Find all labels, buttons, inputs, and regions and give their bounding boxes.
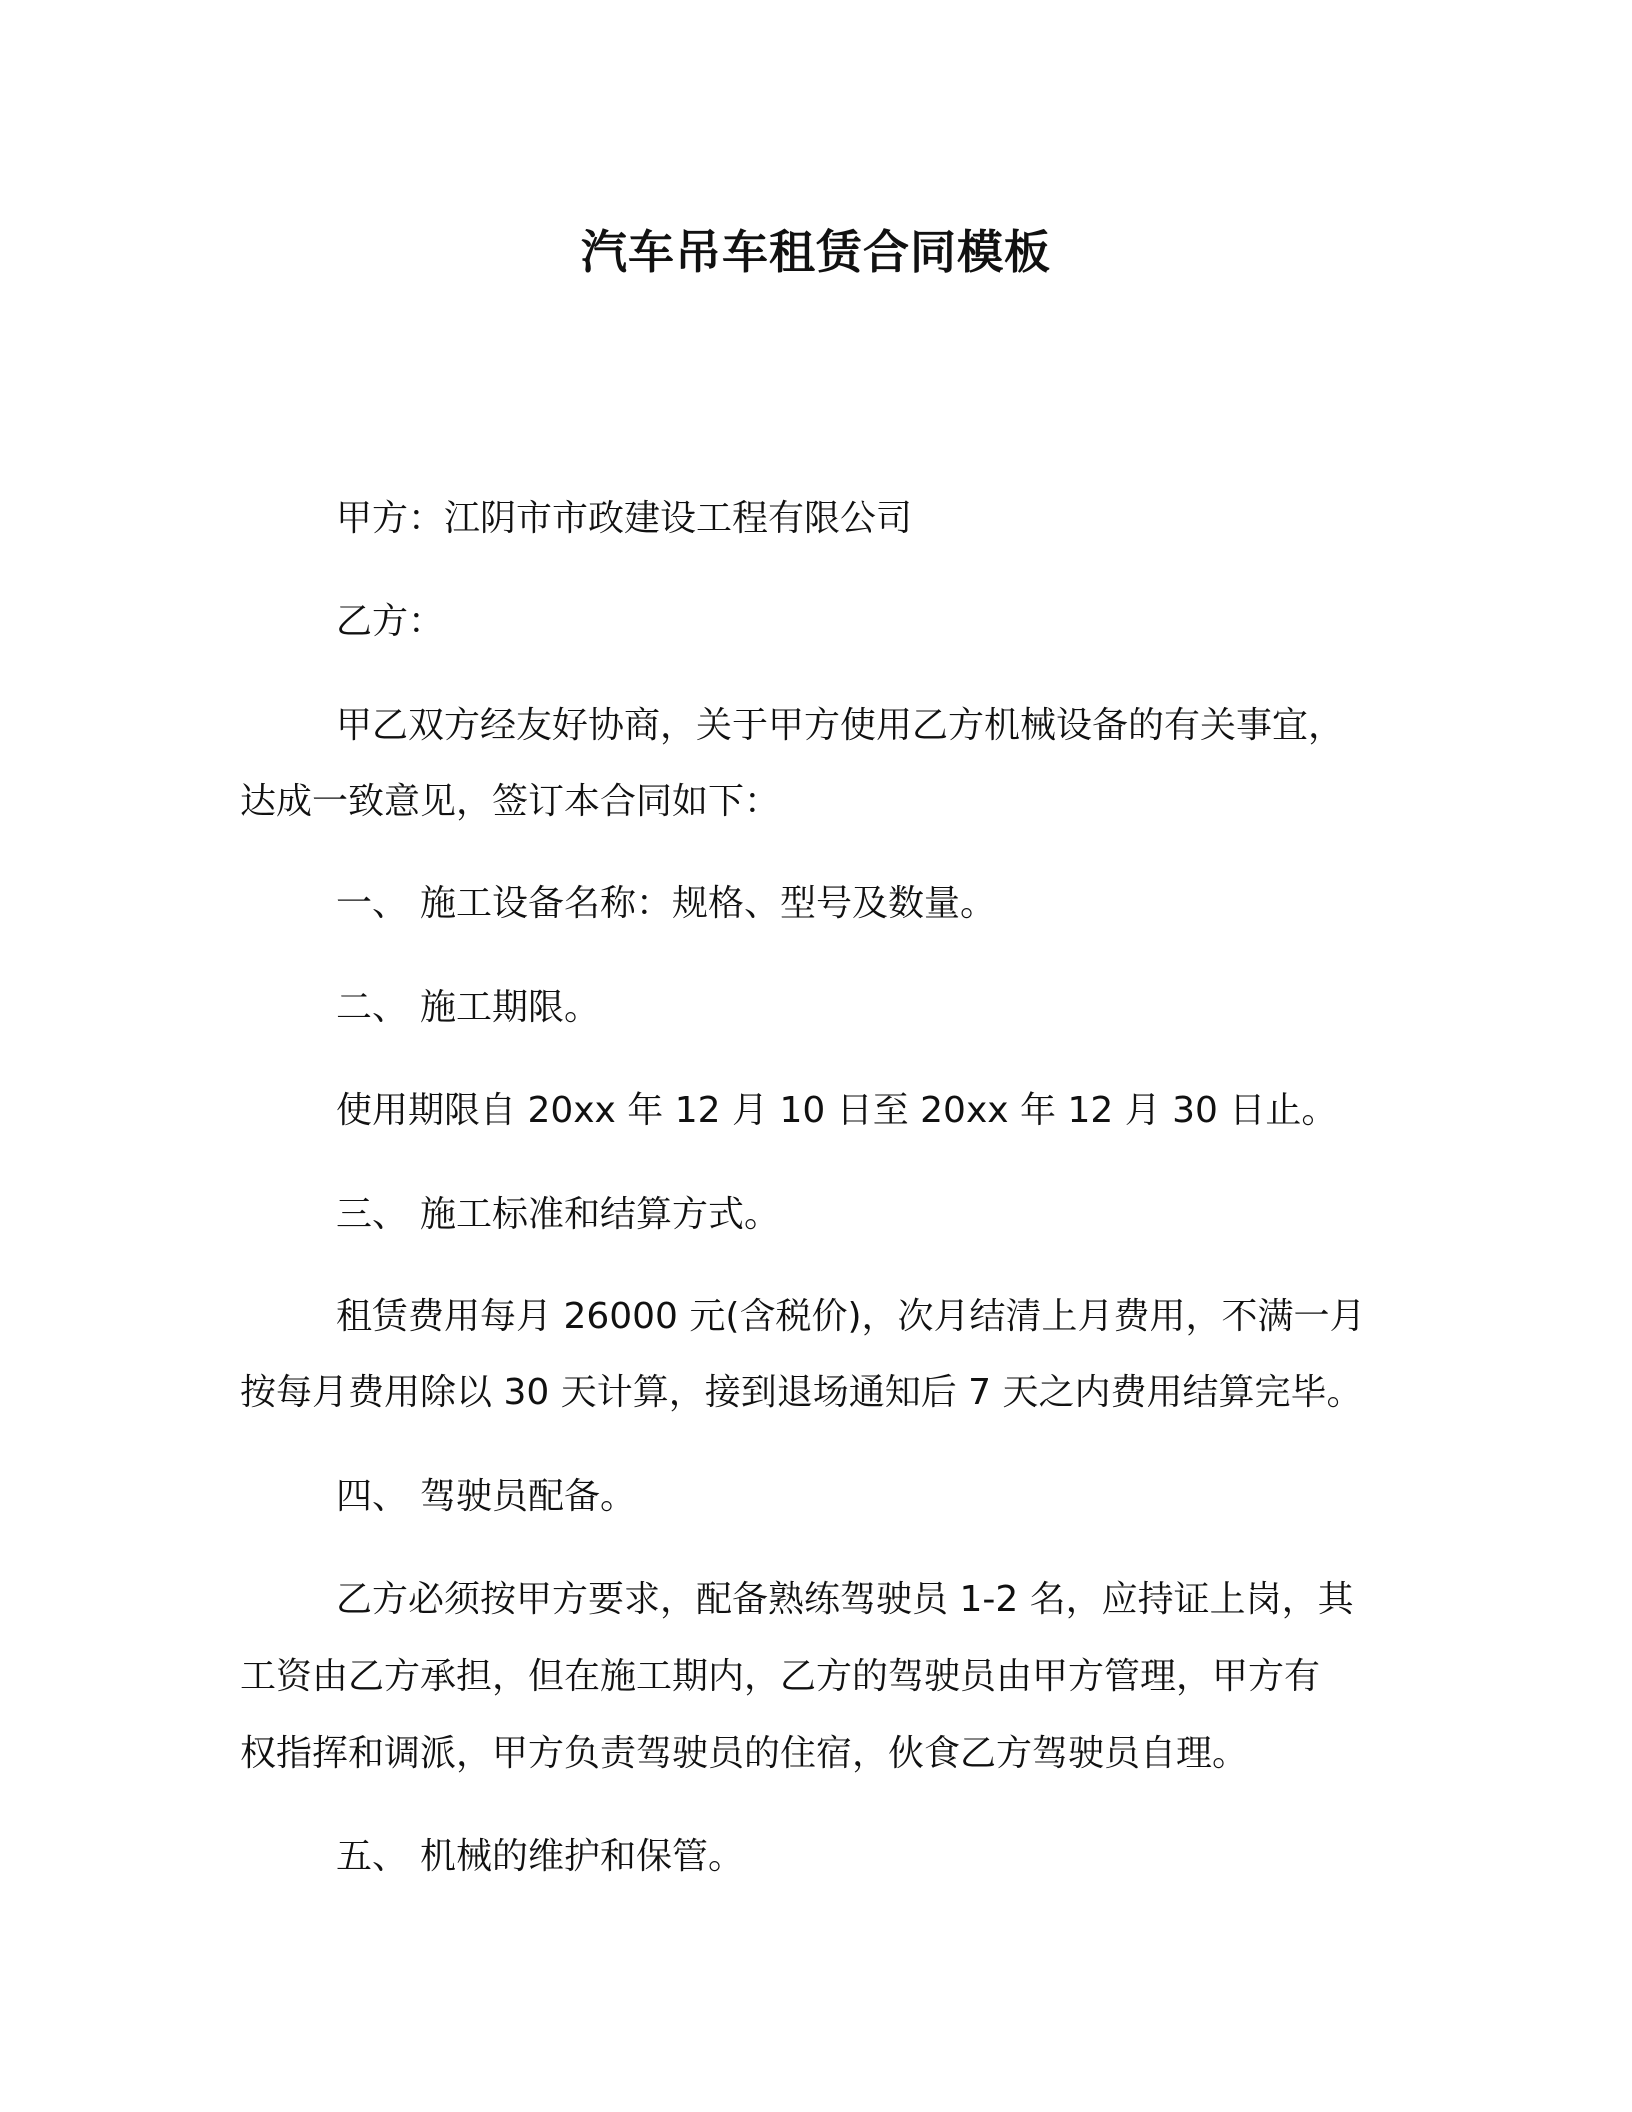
section-5-number: 五、 [336,1836,409,1877]
document-title: 汽车吊车租赁合同模板 [581,225,1051,279]
section-2-body: 使用期限自 20xx 年 12 月 10 日至 20xx 年 12 月 30 日止。 [336,1090,1338,1131]
section-5-heading [336,1833,744,1881]
intro-line-2: 达成一致意见，签订本合同如下： [240,781,781,822]
section-2-heading [336,984,600,1032]
section-5-text: 机械的维护和保管。 [420,1836,745,1877]
intro-line-1: 甲乙双方经友好协商，关于甲方使用乙方机械设备的有关事宜， [336,705,1345,746]
section-2-number: 二、 [336,987,409,1028]
section-4-body-line-1: 乙方必须按甲方要求，配备熟练驾驶员 1-2 名，应持证上岗，其 [336,1579,1354,1620]
section-1-number: 一、 [336,883,409,924]
section-4-heading [336,1473,636,1521]
section-4-body-line-3: 权指挥和调派，甲方负责驾驶员的住宿，伙食乙方驾驶员自理。 [240,1733,1249,1774]
section-3-body-line-2: 按每月费用除以 30 天计算，接到退场通知后 7 天之内费用结算完毕。 [240,1372,1363,1413]
party-a-line: 甲方：江阴市市政建设工程有限公司 [336,498,913,539]
section-4-text: 驾驶员配备。 [420,1476,637,1517]
section-3-number: 三、 [336,1194,409,1235]
section-4-body-line-2: 工资由乙方承担，但在施工期内，乙方的驾驶员由甲方管理，甲方有 [240,1656,1321,1697]
section-3-text: 施工标准和结算方式。 [420,1194,781,1235]
section-3-heading [336,1191,780,1239]
section-2-text: 施工期限。 [420,987,601,1028]
party-b-line: 乙方： [336,601,445,642]
section-4-number: 四、 [336,1476,409,1517]
section-1-text: 施工设备名称：规格、型号及数量。 [420,883,997,924]
section-3-body-line-1: 租赁费用每月 26000 元(含税价)，次月结清上月费用，不满一月 [336,1296,1366,1337]
section-1-heading [336,880,996,928]
